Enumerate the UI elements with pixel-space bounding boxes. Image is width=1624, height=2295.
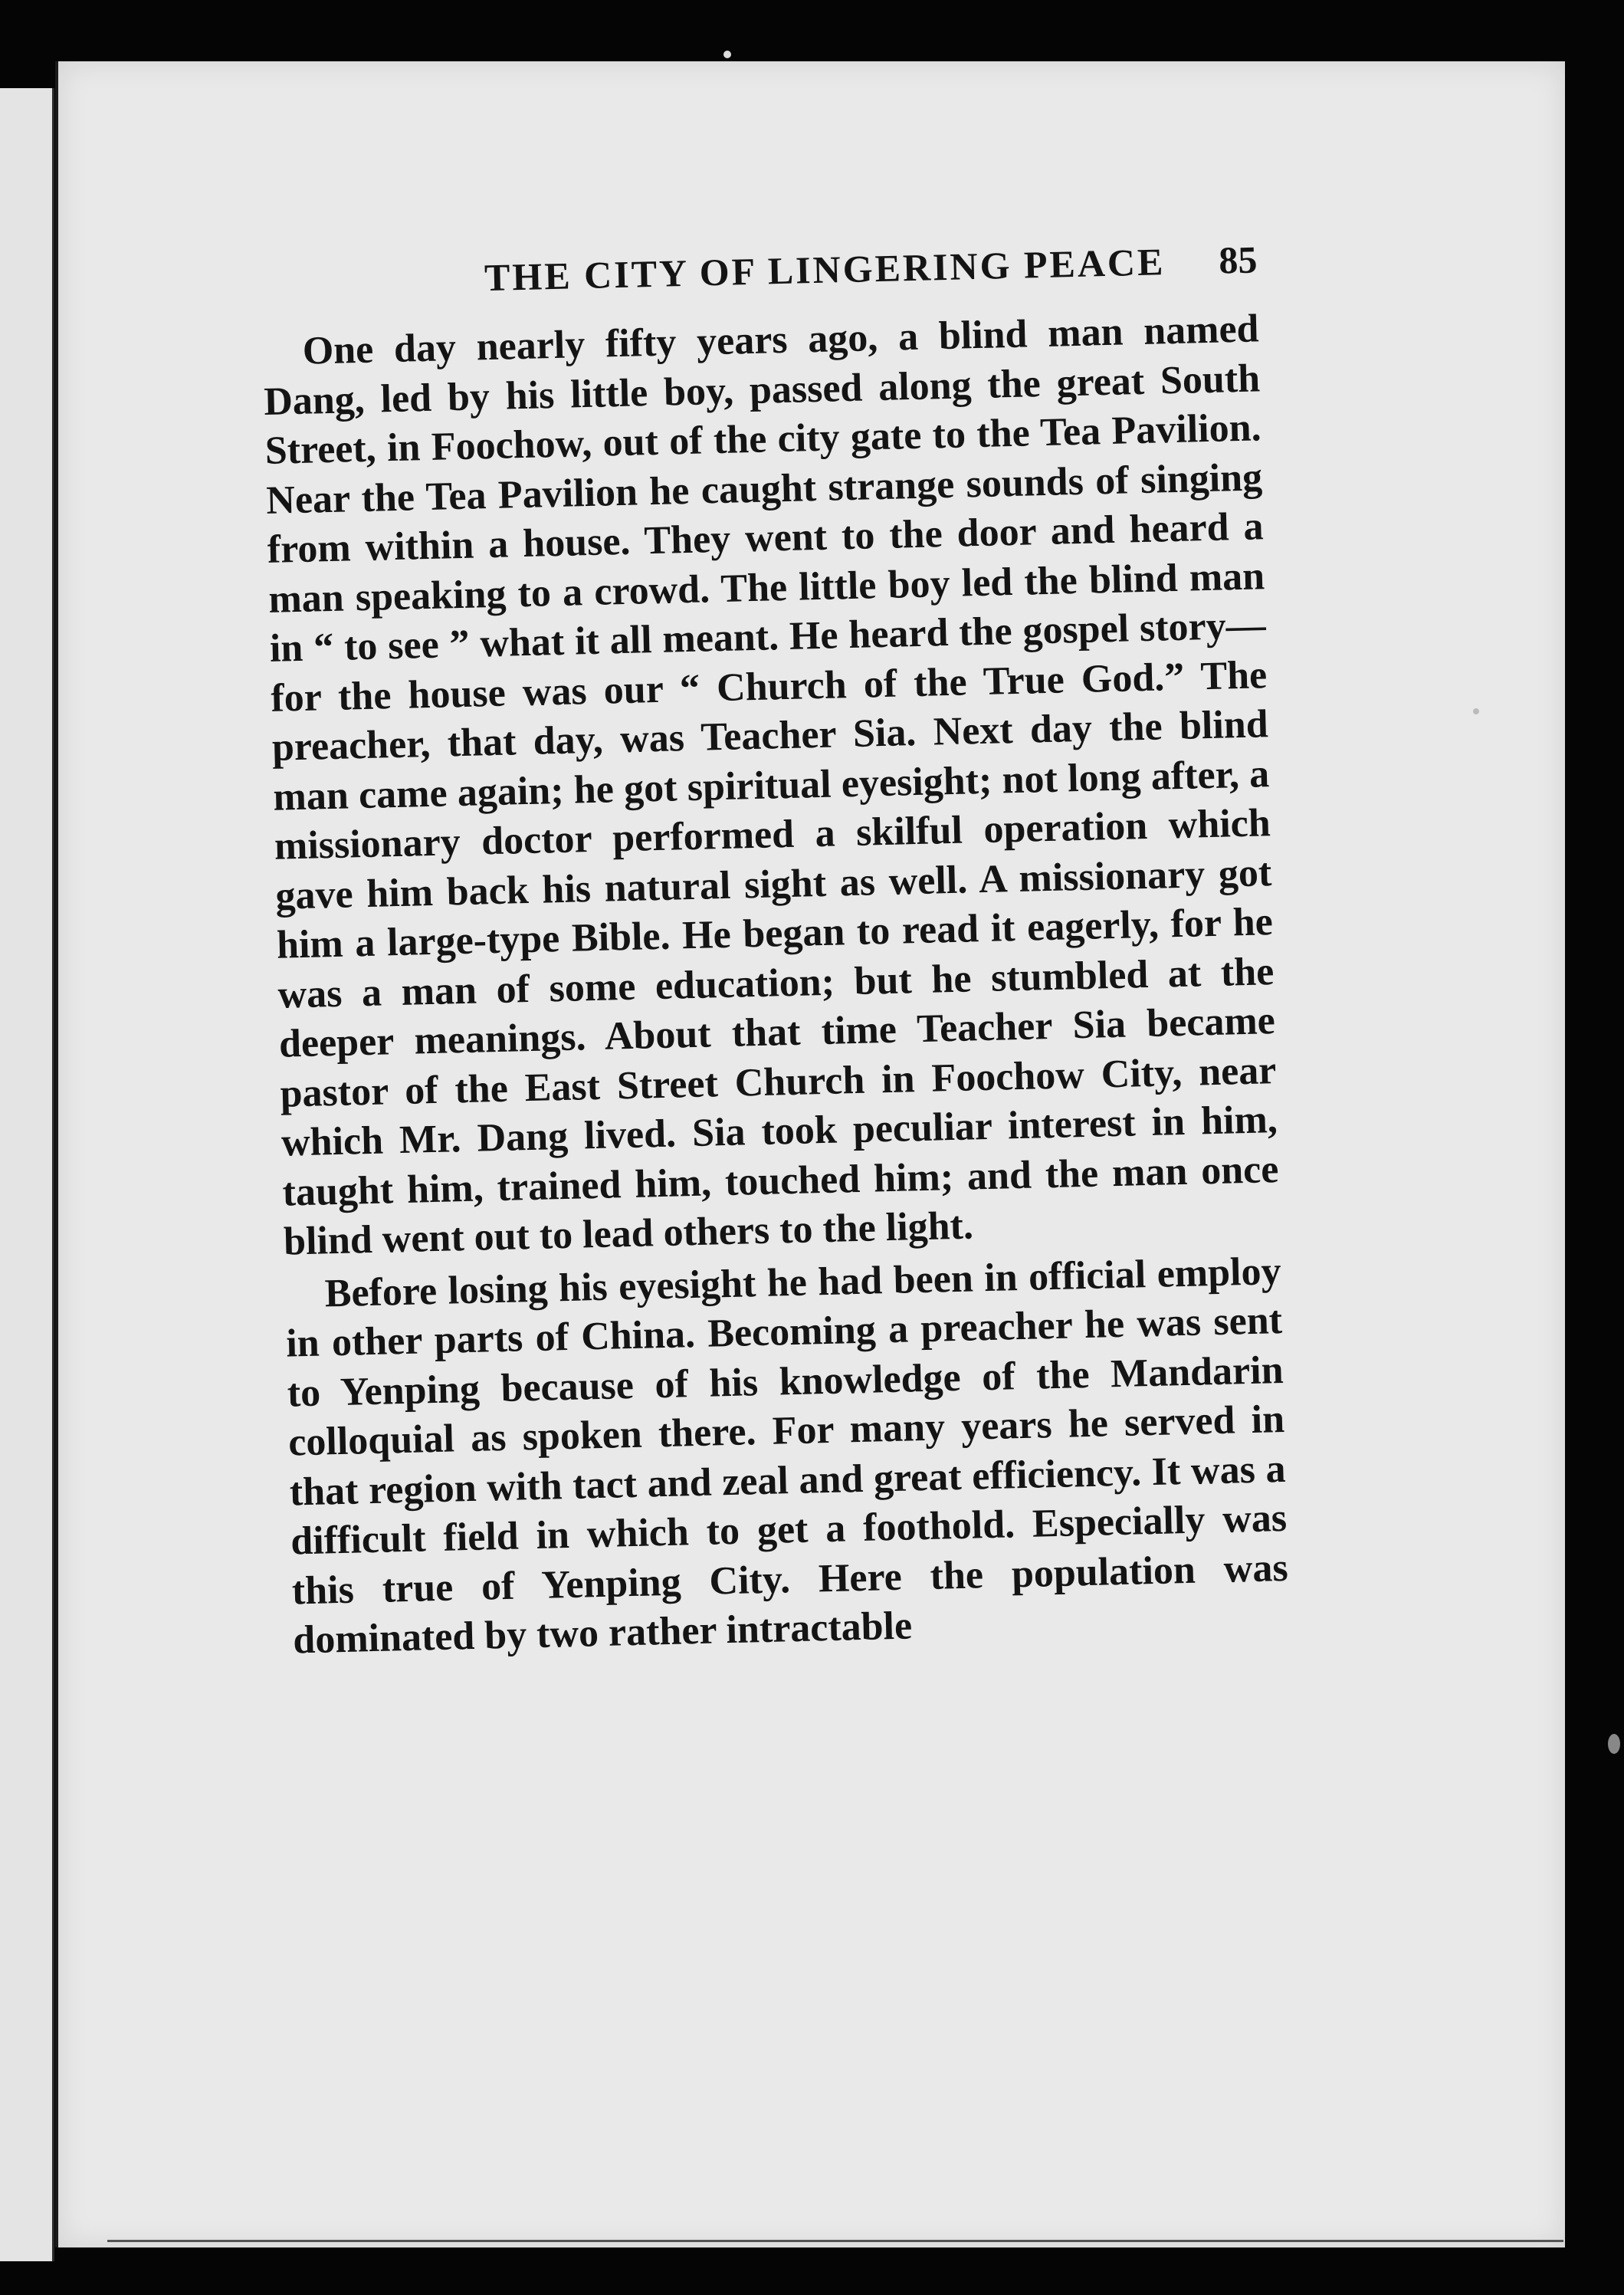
margin-speck — [723, 51, 731, 58]
paragraph: Before losing his eyesight he had been in official employ in other parts of China. Becoming a preacher he was sent to Yenping because of his knowledge of the Mandarin colloquial as spoken there. For many years he served in that region with tact and zeal and great efficiency. It was a difficult field in which to get a foothold. Especially was this true of Yenping City. Here the population was dominated by two rather intractable — [285, 1249, 1289, 1663]
running-head-title: THE CITY OF LINGERING PEACE — [484, 240, 1166, 300]
facing-page-edge — [0, 88, 54, 2261]
page-bottom-edge — [107, 2240, 1563, 2242]
paragraph: One day nearly fifty years ago, a blind man named Dang, led by his little boy, passed along the great South Street, in Foochow, out of the city gate to the Tea Pavilion. Near the Tea Pavilion he caught strange sounds of singing from within a house. They went to the door and heard a man speaking to a crowd. The little boy led the blind man in “ to see ” what it all meant. He heard the gospel story—for the house was our “ Church of the True God.” The preacher, that day, was Teacher Sia. Next day the blind man came again; he got spiritual eyesight; not long after, a missionary doctor performed a skilful operation which gave him back his natural sight as well. A missionary got him a large-type Bible. He began to read it eagerly, for he was a man of some education; but he stumbled at the deeper meanings. About that time Teacher Sia became pastor of the East Street Church in Foochow City, near which Mr. Dang lived. Sia took peculiar interest in him, taught him, trained him, touched him; and the man once blind went out to lead others to the light. — [263, 307, 1279, 1264]
margin-speck — [1608, 1734, 1620, 1754]
page-number: 85 — [1218, 238, 1258, 282]
margin-speck — [1473, 708, 1479, 714]
page-text — [261, 237, 1290, 1666]
